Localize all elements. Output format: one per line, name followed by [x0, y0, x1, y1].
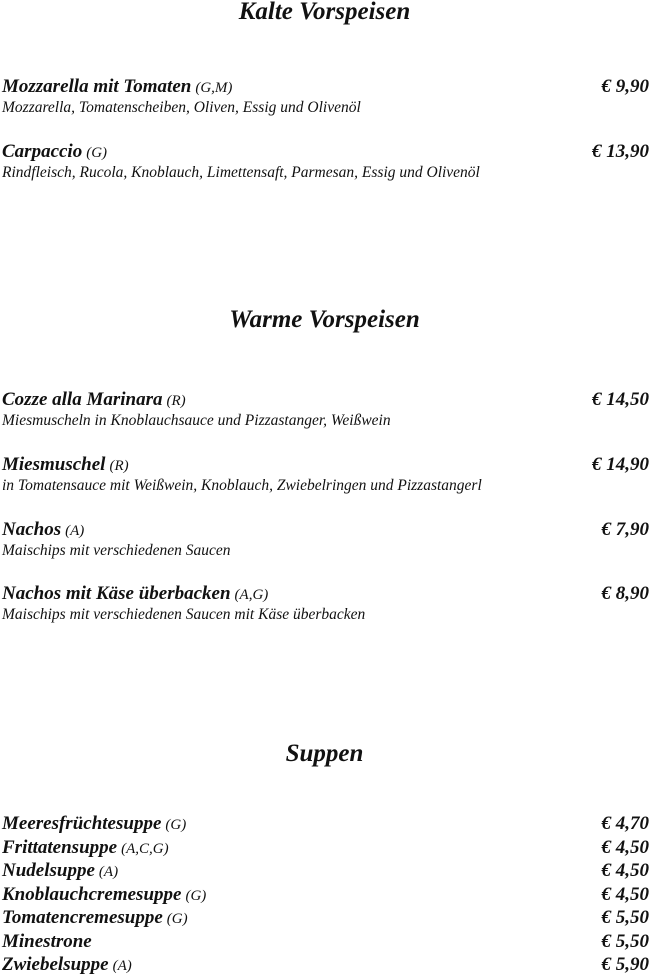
item-description: Maischips mit verschiedenen Saucen: [2, 542, 231, 559]
item-name: Nachos: [2, 519, 62, 540]
item-price: € 4,50: [601, 860, 649, 881]
soup-item: [2, 930, 649, 954]
section-title-suppen: Suppen: [285, 740, 364, 767]
item-name: Meeresfrüchtesuppe: [2, 813, 162, 834]
item-price: € 9,90: [601, 76, 649, 97]
item-allergens: (A,C,G): [121, 840, 169, 857]
item-name: Nachos mit Käse überbacken: [2, 583, 231, 604]
item-description: Rindfleisch, Rucola, Knoblauch, Limettensaft, Parmesan, Essig und Olivenöl: [2, 164, 480, 181]
item-allergens: (A,G): [234, 587, 269, 603]
section-title-warme-vorspeisen: Warme Vorspeisen: [229, 306, 420, 333]
item-allergens: (G): [166, 911, 188, 927]
item-name: Carpaccio: [2, 141, 83, 162]
item-name: Minestrone: [2, 930, 92, 952]
item-name: Cozze alla Marinara: [2, 389, 163, 410]
item-price: € 8,90: [601, 583, 649, 604]
menu-item-miesmuschel: [2, 455, 649, 496]
item-price: € 4,50: [601, 836, 649, 858]
item-name: Frittatensuppe: [2, 836, 118, 858]
item-description: Mozzarella, Tomatenscheiben, Oliven, Essig und Olivenöl: [2, 99, 361, 116]
item-name: Zwiebelsuppe: [2, 954, 109, 975]
item-price: € 5,90: [601, 954, 649, 975]
item-description: Maischips mit verschiedenen Saucen mit Käse überbacken: [2, 606, 366, 623]
item-name: Mozzarella mit Tomaten: [2, 76, 192, 97]
menu-item-nachos-mit-kaese: [2, 584, 649, 625]
item-price: € 13,90: [592, 141, 649, 162]
soup-item: [2, 812, 649, 836]
soup-list: [2, 812, 649, 977]
item-description: Miesmuscheln in Knoblauchsauce und Pizzastanger, Weißwein: [2, 412, 391, 429]
item-allergens: (G): [86, 145, 108, 161]
menu-item-mozzarella: [2, 77, 649, 118]
soup-item: [2, 906, 649, 930]
item-price: € 14,50: [592, 389, 649, 410]
item-price: € 5,50: [601, 930, 649, 952]
item-allergens: (G): [185, 887, 207, 904]
item-name: Tomatencremesuppe: [2, 907, 163, 928]
menu-item-cozze-alla-marinara: [2, 390, 649, 431]
menu-item-carpaccio: [2, 142, 649, 183]
section-title-kalte-vorspeisen: Kalte Vorspeisen: [238, 0, 411, 25]
item-price: € 7,90: [601, 519, 649, 540]
item-price: € 4,50: [601, 883, 649, 905]
item-name: Nudelsuppe: [2, 860, 95, 881]
soup-item: [2, 836, 649, 860]
item-allergens: (A): [98, 864, 119, 880]
item-allergens: (A): [112, 958, 132, 974]
item-allergens: (R): [109, 458, 129, 474]
soup-item: [2, 953, 649, 977]
item-price: € 14,90: [592, 454, 649, 475]
soup-item: [2, 883, 649, 907]
item-name: Knoblauchcremesuppe: [2, 883, 182, 905]
item-description: in Tomatensauce mit Weißwein, Knoblauch, Zwiebelringen und Pizzastangerl: [2, 477, 482, 494]
item-price: € 4,70: [601, 813, 649, 834]
item-allergens: (G): [165, 817, 187, 833]
item-allergens: (A): [65, 523, 85, 539]
item-name: Miesmuschel: [2, 454, 106, 475]
item-allergens: (R): [166, 393, 186, 409]
item-price: € 5,50: [601, 907, 649, 928]
soup-item: [2, 859, 649, 883]
menu-item-nachos: [2, 520, 649, 561]
item-allergens: (G,M): [195, 80, 233, 96]
